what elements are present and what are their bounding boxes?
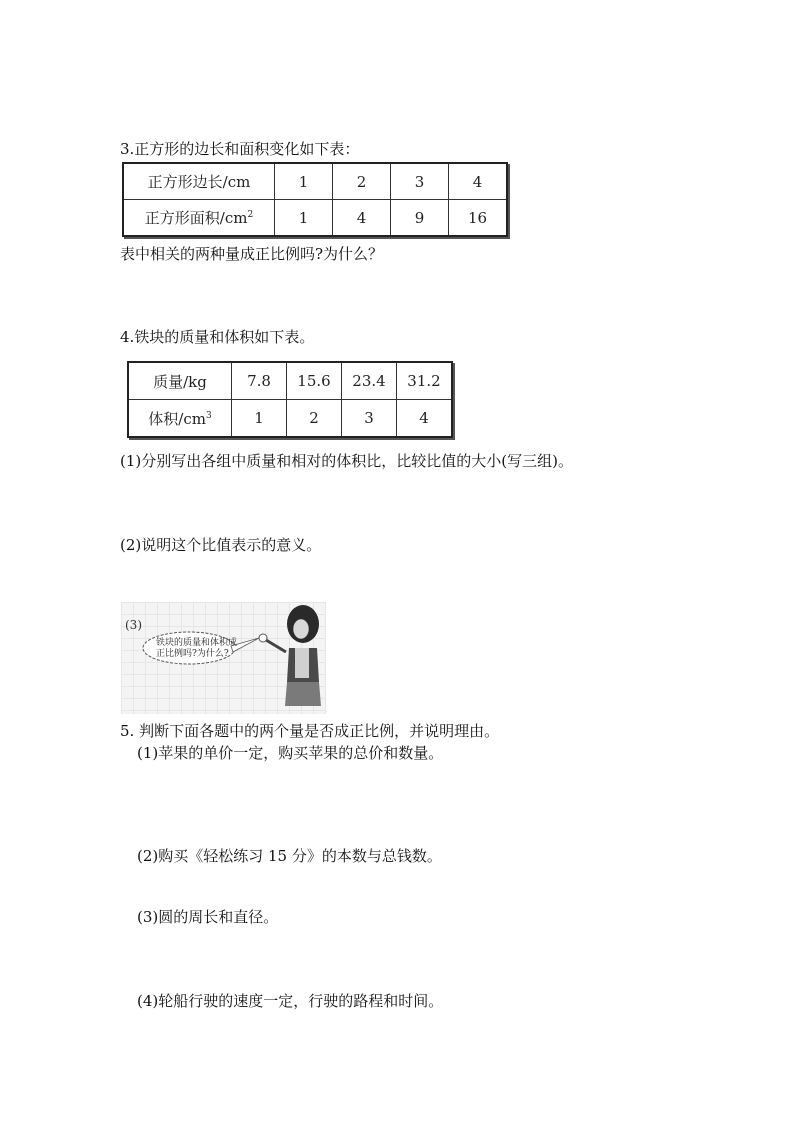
q5-item: (4)轮船行驶的速度一定，行驶的路程和时间。 bbox=[137, 992, 444, 1010]
table-cell: 4 bbox=[333, 200, 391, 237]
q4-title: 4.铁块的质量和体积如下表。 bbox=[120, 328, 315, 346]
row-label: 正方形面积/cm bbox=[144, 209, 248, 227]
q3-title: 3.正方形的边长和面积变化如下表： bbox=[120, 140, 360, 158]
row-label: 正方形边长/cm bbox=[147, 173, 251, 191]
square-table bbox=[122, 162, 508, 237]
row-label: 体积/cm bbox=[148, 409, 206, 428]
shirt bbox=[295, 648, 309, 678]
table-cell: 4 bbox=[397, 400, 453, 438]
row-header bbox=[128, 362, 232, 400]
bubble-line: 正比例吗?为什么? bbox=[156, 649, 229, 659]
bubble-line: 铁块的质量和体积成 bbox=[156, 638, 238, 648]
q3-question: 表中相关的两种量成正比例吗?为什么？ bbox=[120, 245, 384, 263]
q4-part2: (2)说明这个比值表示的意义。 bbox=[120, 536, 322, 554]
q4-part1: (1)分别写出各组中质量和相对的体积比，比较比值的大小(写三组)。 bbox=[120, 452, 573, 470]
table-row bbox=[123, 163, 507, 200]
table-cell: 4 bbox=[449, 163, 508, 200]
face bbox=[293, 619, 309, 639]
table-cell: 2 bbox=[287, 400, 342, 438]
table-row bbox=[128, 362, 452, 400]
q5-item: (1)苹果的单价一定，购买苹果的总价和数量。 bbox=[137, 744, 444, 762]
table-cell: 15.6 bbox=[287, 362, 342, 400]
row-header bbox=[123, 163, 275, 200]
table-cell: 1 bbox=[275, 163, 333, 200]
row-header bbox=[128, 400, 232, 438]
table-cell: 3 bbox=[342, 400, 397, 438]
table-cell: 9 bbox=[391, 200, 449, 237]
q5-item: (3)圆的周长和直径。 bbox=[137, 908, 279, 926]
table-cell: 7.8 bbox=[232, 362, 287, 400]
teacher-illustration bbox=[121, 602, 326, 714]
skirt bbox=[285, 682, 321, 706]
table-row bbox=[123, 200, 507, 237]
table-cell: 3 bbox=[391, 163, 449, 200]
row-label: 质量/kg bbox=[153, 372, 207, 391]
table-cell: 31.2 bbox=[397, 362, 453, 400]
table-cell: 1 bbox=[275, 200, 333, 237]
bubble-text bbox=[156, 638, 237, 660]
table-cell: 23.4 bbox=[342, 362, 397, 400]
iron-table bbox=[127, 361, 453, 438]
q5-item: (2)购买《轻松练习 15 分》的本数与总钱数。 bbox=[137, 847, 442, 865]
table-cell: 16 bbox=[449, 200, 508, 237]
row-header bbox=[123, 200, 275, 237]
arm bbox=[266, 640, 286, 652]
unit-superscript: 3 bbox=[205, 410, 212, 421]
q5-title: 5. 判断下面各题中的两个量是否成正比例，并说明理由。 bbox=[120, 722, 500, 740]
illustration-label: (3) bbox=[125, 618, 142, 632]
unit-superscript: 2 bbox=[247, 210, 254, 220]
table-cell: 2 bbox=[333, 163, 391, 200]
table-row bbox=[128, 400, 452, 438]
table-cell: 1 bbox=[232, 400, 287, 438]
